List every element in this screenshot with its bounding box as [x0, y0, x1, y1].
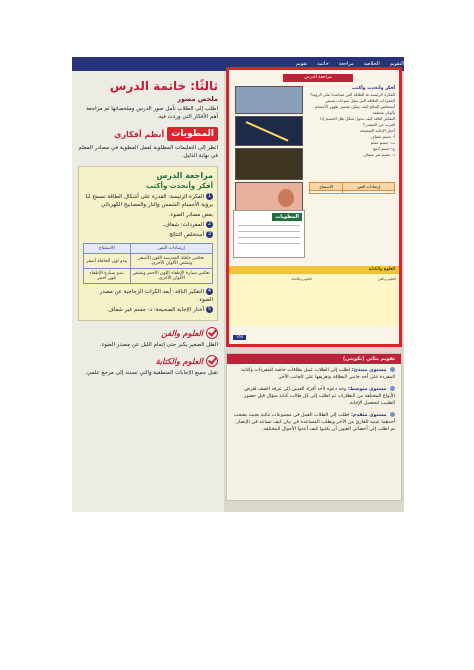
topbar-item: الخلاصة	[363, 61, 380, 67]
strip-right-label: العلوم والكتابة	[368, 267, 395, 272]
bullet-icon	[390, 412, 395, 417]
answer-option: ج- جسم لامع	[373, 146, 395, 151]
review-item-text: أستخلص النتائج	[169, 232, 204, 238]
strip-left-label: العلوم والفن	[377, 277, 396, 281]
table-cell	[343, 191, 395, 194]
foldables-subtitle: أنظم أفكاري	[114, 129, 165, 139]
question-text: التفكير الناقد كيف تحول شكل ظل الجسم إذا اقترب من المصدر؟	[320, 116, 395, 127]
topbar-item: تقويم	[295, 61, 308, 67]
strip-right-col: العلوم والكتابة	[291, 277, 312, 281]
page-number: ١٥٧	[233, 335, 246, 340]
review-header: مراجعة الدرس	[283, 74, 353, 82]
review-item	[83, 231, 213, 239]
table-header: إرشادات النص	[343, 183, 395, 191]
review-item-text: الفكرة الرئيسة: القدرة على أشكال الطاقة تسمح لنا برؤية الأجسام الشمس والنار والمصابيح الكهربائي	[85, 194, 213, 208]
table-row	[310, 191, 395, 194]
summary-heading: ملخص مصور	[177, 95, 218, 103]
review-item-continuation: بعض مصادر الضوء.	[168, 212, 213, 218]
bullet-icon	[390, 367, 395, 372]
table-header: إرشادات النص	[130, 244, 213, 254]
bullet-icon	[390, 386, 395, 391]
science-art-label: العلوم والفن	[161, 328, 203, 338]
conclusions-table	[83, 243, 213, 284]
table-cell	[310, 191, 343, 194]
table-cell: يبدو لون الحافلة أصفر	[84, 254, 131, 269]
level-label: مستوى متقدم:	[351, 413, 387, 418]
table-row	[84, 269, 213, 284]
foldables-label: المطويات	[272, 213, 302, 221]
foldables-text: انظر إلى التعليمات المطلوبة لعمل المطوية في مصادر المعلم في نهاية الدليل.	[78, 145, 218, 159]
table-cell: تعكس سيارة الإطفاء اللون الأحمر وتمتص الألوان الأخرى.	[130, 269, 213, 284]
student-book-page	[226, 67, 402, 347]
level-beginner	[227, 364, 401, 383]
science-art-heading	[78, 327, 218, 339]
foldables-heading	[78, 127, 218, 141]
answer-option: ب- جسم معتم	[370, 140, 395, 145]
test-question-text: أختار الإجابة الصحيحة: د- جسم غير شفاف	[108, 307, 204, 313]
question-text: المفردات الطاقة التي تنقل بموجات تسمى	[324, 98, 395, 103]
review-subtitle: أفكر وأتحدث وأكتب	[146, 182, 213, 190]
cross-curricular-strip	[229, 266, 399, 326]
topbar-item: التقويم	[389, 61, 404, 67]
answer-option: د- جسم غير شفاف	[363, 152, 395, 157]
level-text: اطلب إلى الطلاب العمل في مجموعات ثنائية بحيث يصحب أحدهما عينيه للقارئ من الآخر ويطلب المساعدة في بيان كيف تساعد في الإبصار. ثم اطلب إلى أخصائي العيون أن يكتبوا كيف أعدوا الأحوال المختلفة.	[233, 413, 395, 432]
teacher-guide-column	[72, 71, 224, 512]
column-title: أفكر وأتحدث وأكتب	[352, 86, 395, 91]
science-writing-label: العلوم والكتابة	[155, 356, 203, 366]
question-text: أستخلص النتائج كيف يمكن تفسير ظهور الأجسام بألوان مختلفة	[315, 104, 395, 115]
critical-thinking-text: التفكير الناقد: أيعد الكرات الزجاجية عن مصدر الضوء.	[99, 289, 213, 303]
test-question	[83, 306, 213, 314]
review-item	[83, 221, 213, 229]
writing-lines	[238, 225, 300, 249]
student-conclusions-table	[309, 182, 395, 194]
number-1-icon: 1	[207, 193, 212, 199]
table-cell: تبدو سيارة الإطفاء بلون أحمر	[84, 269, 131, 284]
photo-light-image	[235, 86, 303, 114]
review-item-text: المفردات: شفاف.	[162, 222, 204, 228]
checkmark-icon	[206, 327, 218, 339]
review-item	[83, 193, 213, 209]
table-cell: تعكس حافلة المدرسة اللون الأصفر وتمتص الألوان الأخرى.	[130, 254, 213, 269]
summary-text: اطلب إلى الطلاب تأمل صور الدرس وملخصاتها ثم مراجعة أهم الأفكار التي وردت فيه.	[86, 106, 218, 120]
photo-beam-image	[235, 116, 303, 146]
formative-assessment-card	[226, 353, 402, 501]
card-header: تقويم بنائي (تكويني)	[227, 354, 401, 364]
strip-header	[229, 266, 399, 274]
lesson-review-box	[78, 166, 218, 321]
review-title: مراجعة الدرس	[156, 171, 213, 180]
number-2-icon: 2	[207, 221, 212, 227]
level-label: مستوى مبتدئ:	[351, 368, 387, 373]
topbar-item: خاتمة	[317, 61, 329, 67]
answer-option: أ- جسم شفاف	[370, 134, 395, 139]
science-art-text: الظل الصغير يكبر حتى إتمام الليل عن مصدر الضوء.	[99, 342, 218, 348]
foldables-box	[233, 210, 305, 258]
number-3-icon: 3	[207, 231, 212, 237]
topbar-item: مراجعة	[338, 61, 354, 67]
level-label: مستوى متوسط:	[347, 387, 387, 392]
number-5-icon: 5	[207, 306, 212, 312]
table-row	[84, 254, 213, 269]
table-header: الاستنتاج	[84, 244, 131, 254]
review-questions-column	[309, 86, 395, 246]
section-title: ثالثًا: خاتمة الدرس	[109, 79, 218, 93]
critical-thinking	[83, 288, 213, 304]
foldables-badge: المطويات	[167, 127, 218, 141]
photo-torch-image	[235, 148, 303, 180]
level-text: اطلب إلى الطلاب عمل بطاقات خاصة للمفردات وكتابة المفردة على أحد جانبي البطاقة وتعريفها على الجانب الآخر.	[241, 368, 395, 380]
scanned-page	[72, 57, 404, 512]
science-writing-heading	[78, 355, 218, 367]
question-text: أختار الإجابة الصحيحة	[359, 128, 395, 133]
table-header: الاستنتاج	[310, 183, 343, 191]
number-4-icon: 4	[207, 288, 212, 294]
level-advanced	[227, 409, 401, 435]
science-writing-text: تقبل جميع الإجابات المنطقية والتي تستند إلى مرجع علمي.	[85, 370, 218, 376]
level-text: وجه دعوة لأحد أفراد العينين إلى غرفة الصف لعرض الأنواع المختلفة من النظارات ثم اطلب إلى كل طالب كتابة سؤال قبل حضور الطبيب لتحصيل الإجابة.	[244, 387, 395, 406]
checkmark-icon	[206, 355, 218, 367]
level-intermediate	[227, 383, 401, 409]
question-text: الفكرة الرئيسة ما الطاقة التي تساعدنا على الرؤية؟	[309, 92, 395, 97]
strip-columns	[229, 274, 399, 285]
